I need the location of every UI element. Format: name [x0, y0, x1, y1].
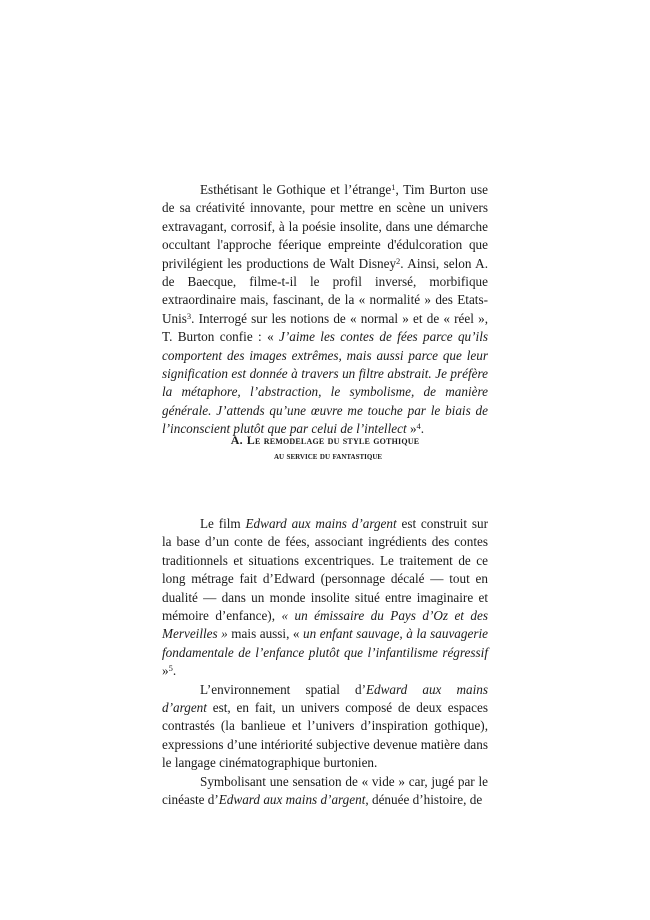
section-title-part-1: Le remodelage du style gothique — [246, 433, 420, 447]
footnote-ref-2[interactable]: 2 — [396, 255, 401, 266]
footnote-ref-4[interactable]: 4 — [416, 421, 421, 432]
text-run: est, en fait, un univers composé de deux espaces contrastés (la banlieue et l’univers d’inspiration gothique), expressions d’une intériorité subjective devenue matière dans le langage cinématographique burtonien. — [162, 700, 488, 771]
paragraph-void — [162, 773, 488, 810]
text-run: Le film — [200, 516, 246, 531]
film-title: Edward aux mains d’argent — [162, 681, 489, 716]
footnote-ref-5[interactable]: 5 — [168, 663, 173, 674]
text-run: Esthétisant le Gothique et l’étrange — [200, 182, 392, 197]
paragraph-environment — [162, 681, 488, 773]
text-run: Symbolisant une sensation de « vide » car, jugé par le cinéaste d’ — [162, 773, 488, 808]
film-title: Edward aux mains d’argent — [218, 792, 366, 808]
text-run: L’environnement spatial d’ — [200, 681, 366, 697]
text-run: . Ainsi, selon A. de Baecque, filme-t-il le profil inversé, morbifique extraordinaire mais, fascinant, de la « normalité » des Etats-Unis — [162, 255, 488, 326]
burton-quote: J’aime les contes de fées parce qu’ils comportent des images extrêmes, mais aussi parce que leur signification est donnée à travers un filtre abstrait. Je préfère la métaphore, l’abstraction, le symbolisme, de manière générale. J’attends qu’une œuvre me touche par le biais de l’inconscient plutôt que par celui de l’intellect — [162, 329, 488, 437]
text-run: , dénuée d’histoire, de — [365, 792, 483, 808]
paragraph-intro — [162, 181, 488, 439]
section-heading-line-1 — [162, 431, 488, 449]
quote-wild-child: un enfant sauvage, à la sauvagerie fondamentale de l’enfance plutôt que l’infantilisme régressif — [162, 626, 488, 660]
text-run: , Tim Burton use de sa créativité innovante, pour mettre en scène un univers extravagant, corrosif, à la poésie insolite, dans une démarche occultant l'approche féerique empreinte d'édulcoration que privilégient les productions de Walt Disney — [162, 182, 488, 271]
text-run: . Interrogé sur les notions de « normal » et de « réel », T. Burton confie : « — [162, 310, 488, 345]
text-run: mais aussi, « — [227, 626, 304, 642]
text-run: . — [420, 421, 425, 437]
quote-emissary: « un émissaire du Pays d’Oz et des Merveilles » — [162, 608, 488, 642]
text-run: » — [162, 663, 169, 679]
section-text-block — [162, 515, 488, 810]
intro-text-block — [162, 181, 488, 439]
text-run: . — [172, 663, 177, 679]
text-run: est construit sur la base d’un conte de fées, associant ingrédients des contes traditionnels et situations excentriques. Le traitement de ce long métrage fait d’Edward (personnage décalé — tout en dualité — dans un monde insolite situé entre imaginaire et mémoire d’enfance), — [162, 516, 489, 624]
footnote-ref-1[interactable]: 1 — [391, 182, 396, 192]
paragraph-film-intro — [162, 515, 488, 681]
footnote-ref-3[interactable]: 3 — [186, 310, 192, 321]
section-heading — [162, 431, 488, 465]
film-title: Edward aux mains d’argent — [245, 516, 397, 531]
section-marker: A. — [230, 433, 243, 447]
text-run: » — [406, 421, 417, 437]
section-heading-line-2: au service du fantastique — [273, 451, 383, 462]
